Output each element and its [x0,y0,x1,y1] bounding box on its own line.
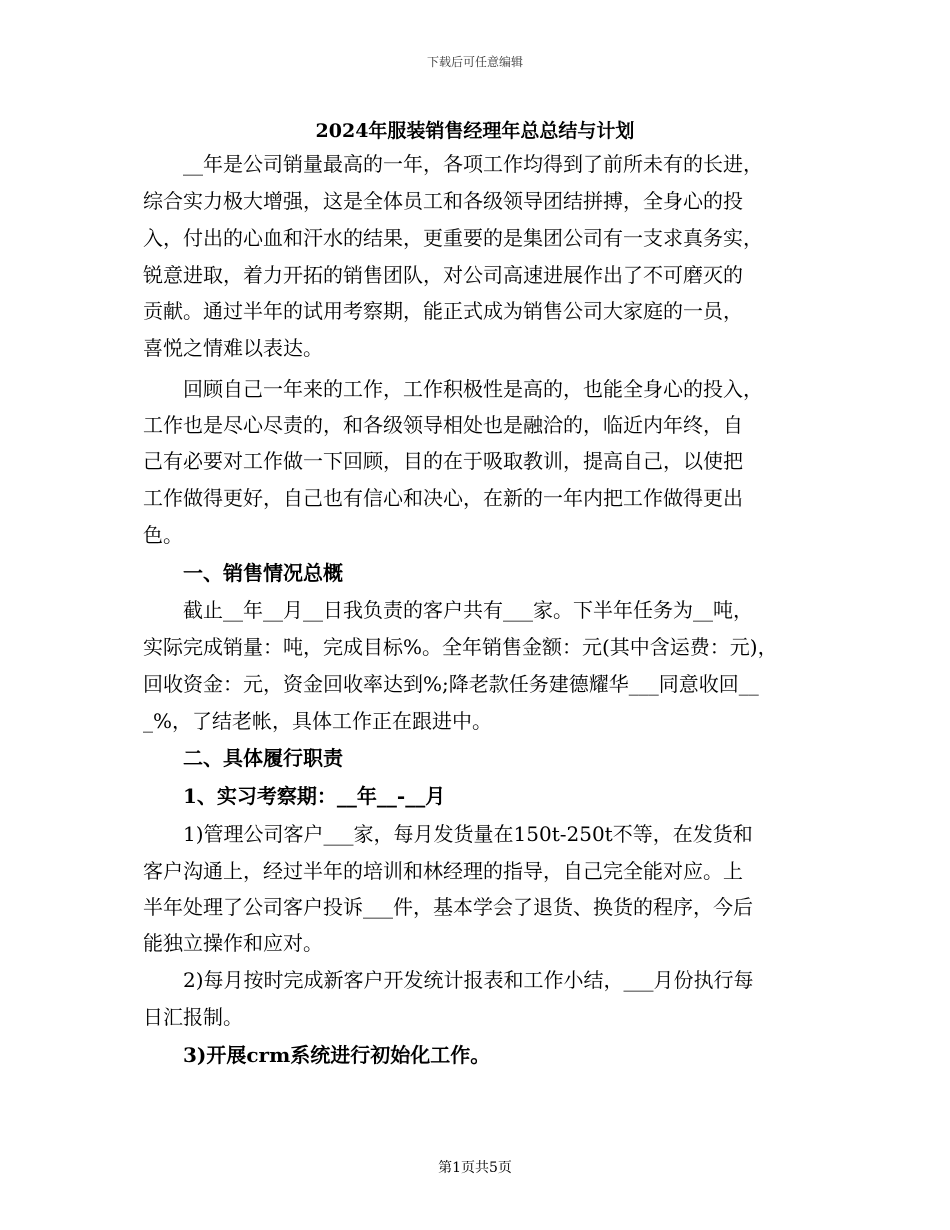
page-footer: 第1页共5页 [438,1160,512,1176]
body-line: 截止__年__月__日我负责的客户共有___家。下半年任务为__吨， [143,598,753,622]
body-line: 锐意进取，着力开拓的销售团队，对公司高速进展作出了不可磨灭的 [143,263,743,287]
body-line: 3)开展crm系统进行初始化工作。 [143,1043,491,1067]
body-line: 工作做得更好，自己也有信心和决心，在新的一年内把工作做得更出 [143,486,743,510]
body-line: 半年处理了公司客户投诉___件，基本学会了退货、换货的程序，今后 [143,895,753,919]
body-line: 入，付出的心血和汗水的结果，更重要的是集团公司有一支求真务实， [143,226,763,250]
body-line: 日汇报制。 [143,1005,243,1029]
section-heading: 二、具体履行职责 [143,746,343,770]
body-line: 己有必要对工作做一下回顾，目的在于吸取教训，提高自己，以使把 [143,449,743,473]
body-line: __年是公司销量最高的一年，各项工作均得到了前所未有的长进， [143,152,763,176]
body-line: 回收资金：元，资金回收率达到%;降老款任务建德耀华___同意收回__ [143,672,759,696]
subsection-heading: 1、实习考察期：__年__-__月 [143,784,446,808]
body-line: 色。 [143,523,183,547]
body-line: 回顾自己一年来的工作，工作积极性是高的，也能全身心的投入， [143,377,763,401]
document-title: 2024年服装销售经理年总总结与计划 [315,120,635,142]
section-heading: 一、销售情况总概 [143,561,343,585]
body-line: 综合实力极大增强，这是全体员工和各级领导团结拼搏，全身心的投 [143,189,743,213]
body-line: 喜悦之情难以表达。 [143,336,323,360]
body-line: _%，了结老帐，具体工作正在跟进中。 [143,709,493,733]
body-line: 客户沟通上，经过半年的培训和林经理的指导，自己完全能对应。上 [143,859,743,883]
body-line: 工作也是尽心尽责的，和各级领导相处也是融洽的，临近内年终，自 [143,413,743,437]
body-line: 实际完成销量：吨，完成目标%。全年销售金额：元(其中含运费：元)， [143,635,778,659]
body-line: 能独立操作和应对。 [143,931,323,955]
body-line: 1)管理公司客户___家，每月发货量在150t-250t不等，在发货和 [143,822,753,846]
body-line: 贡献。通过半年的试用考察期，能正式成为销售公司大家庭的一员， [143,299,743,323]
page-header: 下载后可任意编辑 [426,55,523,69]
body-line: 2)每月按时完成新客户开发统计报表和工作小结，___月份执行每 [143,968,754,992]
